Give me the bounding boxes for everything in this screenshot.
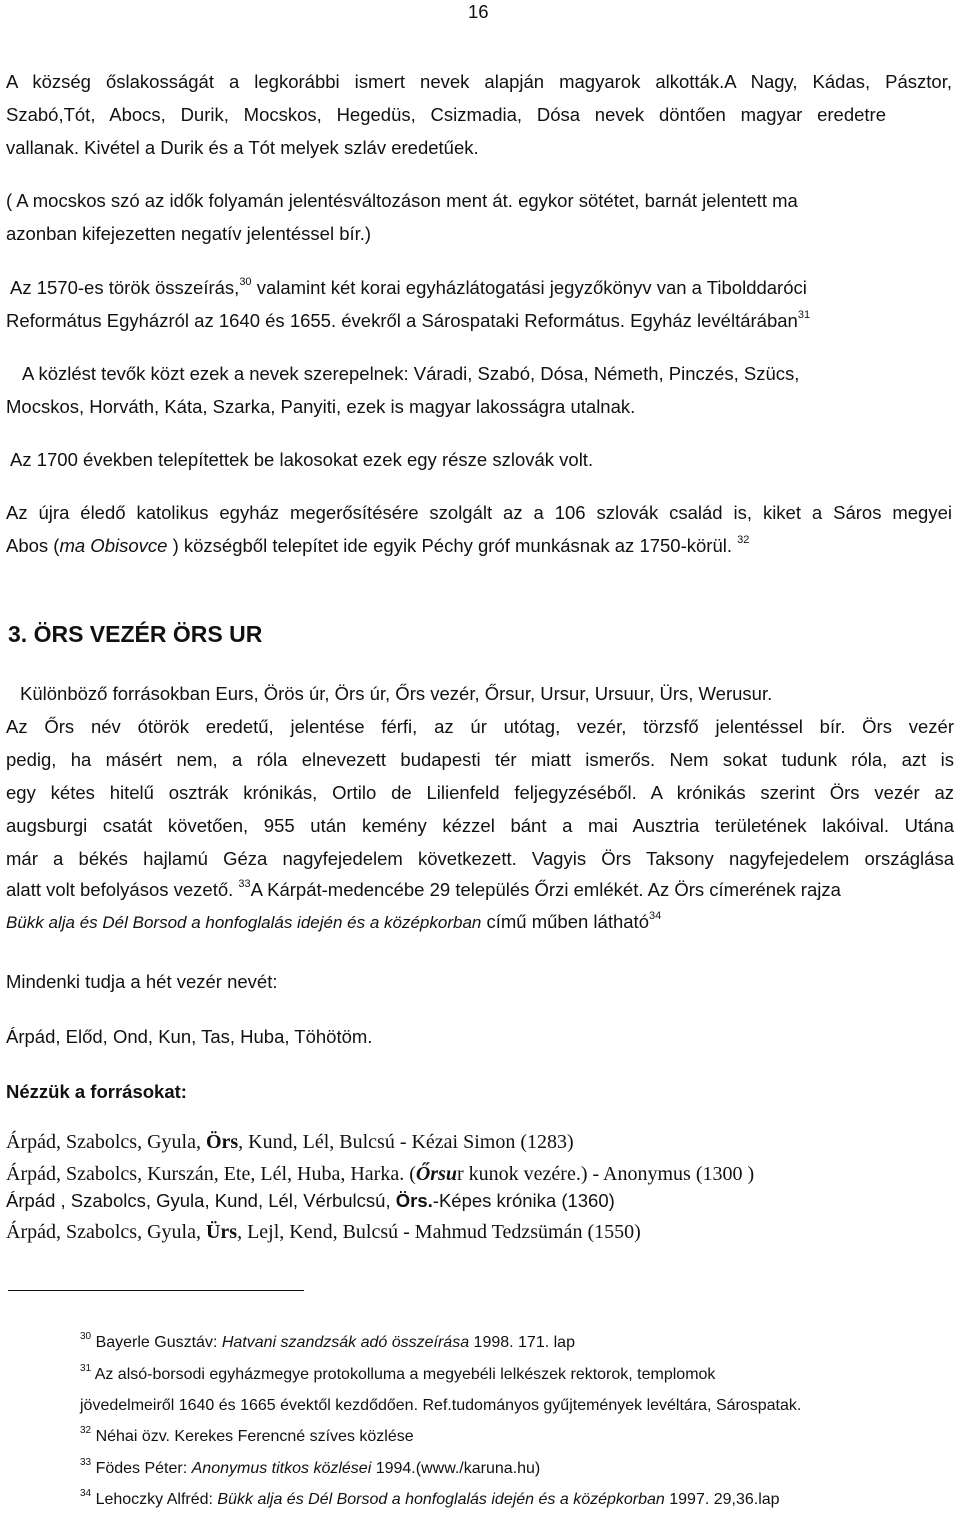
text-run-italic: ma Obisovce: [59, 535, 168, 556]
footnote-ref-31: 31: [797, 308, 811, 321]
text-run-italic: Bükk alja és Dél Borsod a honfoglalás idején és a középkorban: [6, 913, 482, 932]
text-run: című műben látható: [481, 911, 649, 932]
paragraph-line: már a békés hajlamú Géza nagyfejedelem következett. Vagyis Örs Taksony nagyfejedelem országlása: [6, 848, 954, 869]
paragraph-line: Szabó,Tót, Abocs, Durik, Mocskos, Hegedüs, Csizmadia, Dósa nevek döntően magyar eredetre: [6, 104, 886, 125]
text-run-italic: Bükk alja és Dél Borsod a honfoglalás idején és a középkorban: [217, 1491, 665, 1508]
text-run: Néhai özv. Kerekes Ferencné szíves közlése: [91, 1428, 414, 1445]
text-run-bold-italic: Őrsu: [415, 1163, 457, 1185]
footnote-number: 33: [80, 1456, 92, 1468]
paragraph-line: Mocskos, Horváth, Káta, Szarka, Panyiti, ezek is magyar lakosságra utalnak.: [6, 396, 636, 417]
footnote-ref-30: 30: [239, 275, 252, 288]
subheading: Nézzük a forrásokat:: [6, 1081, 187, 1102]
text-run: Árpád, Szabolcs, Gyula,: [6, 1221, 206, 1243]
footnote-number: 31: [80, 1362, 92, 1374]
footnote-number: 32: [80, 1424, 92, 1436]
section-heading: 3. ÖRS VEZÉR ÖRS UR: [8, 621, 263, 647]
text-run: Az 1570-es török összeírás,: [10, 277, 240, 298]
source-line: [6, 1220, 641, 1244]
text-run: Lehoczky Alfréd:: [91, 1491, 218, 1508]
text-run-italic: Anonymus titkos közlései: [191, 1460, 372, 1477]
text-run: , Lejl, Kend, Bulcsú - Mahmud Tedzsümán (1550): [237, 1221, 641, 1243]
paragraph-line: azonban kifejezetten negatív jelentéssel bír.): [6, 223, 372, 244]
footnote-number: 34: [80, 1487, 92, 1499]
footnote-number: 30: [80, 1330, 92, 1342]
footnote-ref-33: 33: [238, 877, 251, 890]
paragraph-line: [6, 910, 661, 935]
text-run: ) községből telepítet ide egyik Péchy gróf munkásnak az 1750-körül.: [167, 535, 738, 556]
paragraph-line: [6, 309, 810, 333]
text-run: 1997. 29,36.lap: [664, 1491, 780, 1508]
text-run-italic: Hatvani szandzsák adó összeírása: [221, 1334, 470, 1351]
paragraph-line: [10, 276, 807, 300]
footnote-ref-34: 34: [648, 909, 662, 922]
paragraph-line: egy kétes hitelű osztrák krónikás, Ortilo de Lilienfeld feljegyzéséből. A krónikás szerint Örs vezér az: [6, 782, 954, 803]
text-run: 1994.(www./karuna.hu): [371, 1460, 541, 1477]
paragraph-line: Az újra éledő katolikus egyház megerősítésére szolgált az a 106 szlovák család is, kiket a Sáros megyei: [6, 502, 952, 523]
text-run-bold: Örs.: [395, 1190, 433, 1211]
paragraph-line: Különböző forrásokban Eurs, Örös úr, Örs úr, Őrs vezér, Őrsur, Ursur, Ursuur, Ürs, Werusur.: [20, 683, 773, 704]
text-run: -Képes krónika (1360): [432, 1190, 615, 1211]
text-run-bold: Ürs: [205, 1221, 238, 1243]
footnote: [80, 1489, 780, 1511]
page-number: 16: [468, 1, 489, 22]
text-run: A Kárpát-medencébe 29 település Őrzi emlékét. Az Örs címerének rajza: [250, 879, 841, 900]
source-line: [6, 1162, 754, 1186]
paragraph-line: [6, 878, 841, 902]
text-run: 1998. 171. lap: [469, 1334, 575, 1351]
text-run: Árpád, Szabolcs, Kurszán, Ete, Lél, Huba, Harka. (: [6, 1163, 416, 1185]
text-run: Árpád , Szabolcs, Gyula, Kund, Lél, Vérbulcsú,: [6, 1190, 396, 1211]
text-run: valamint két korai egyházlátogatási jegyzőkönyv van a Tibolddaróci: [251, 277, 807, 298]
text-run: Bayerle Gusztáv:: [91, 1334, 222, 1351]
footnote: [80, 1332, 575, 1354]
paragraph-line: ( A mocskos szó az idők folyamán jelentésváltozáson ment át. egykor sötétet, barnát jelentett ma: [6, 190, 798, 211]
footnote: [80, 1426, 414, 1448]
paragraph-line: Az Őrs név ótörök eredetű, jelentése férfi, az úr utótag, vezér, törzsfő jelentéssel bír. Örs vezér: [6, 716, 954, 737]
paragraph-line: A község őslakosságát a legkorábbi ismert nevek alapján magyarok alkották.A Nagy, Kádas, Pásztor,: [6, 71, 952, 92]
text-run: Födes Péter:: [91, 1460, 192, 1477]
paragraph-line: pedig, ha másért nem, a róla elnevezett budapesti tér miatt ismerős. Nem sokat tudunk róla, azt is: [6, 749, 954, 770]
source-line: [6, 1130, 574, 1154]
footnote-separator: [8, 1290, 304, 1291]
source-line: [6, 1189, 615, 1213]
paragraph-line: Mindenki tudja a hét vezér nevét:: [6, 971, 278, 992]
paragraph-line: Az 1700 években telepítettek be lakosokat ezek egy része szlovák volt.: [10, 449, 594, 470]
text-run: r kunok vezére.) - Anonymus (1300 ): [457, 1163, 755, 1185]
text-run: Abos (: [6, 535, 60, 556]
paragraph-line: augsburgi csatát követően, 955 után kemény kézzel bánt a mai Ausztria területének lakóival. Utána: [6, 815, 954, 836]
paragraph-line: vallanak. Kivétel a Durik és a Tót melyek szláv eredetűek.: [6, 137, 479, 158]
footnote: [80, 1364, 715, 1386]
text-run: Az alsó-borsodi egyházmegye protokolluma a megyebéli lelkészek rektorok, templomok: [91, 1366, 716, 1383]
footnote: [80, 1458, 540, 1480]
text-run: , Kund, Lél, Bulcsú - Kézai Simon (1283): [238, 1131, 574, 1153]
text-run-bold: Örs: [205, 1131, 239, 1153]
paragraph-line: A közlést tevők közt ezek a nevek szerepelnek: Váradi, Szabó, Dósa, Németh, Pinczés, Szücs,: [22, 363, 800, 384]
footnote-continuation: jövedelmeiről 1640 és 1665 évektől kezdődően. Ref.tudományos gyűjtemények levéltára, Sárospatak.: [80, 1397, 802, 1414]
text-run: alatt volt befolyásos vezető.: [6, 879, 239, 900]
paragraph-line: [6, 534, 749, 558]
text-run: Árpád, Szabolcs, Gyula,: [6, 1131, 206, 1153]
text-run: Református Egyházról az 1640 és 1655. évekről a Sárospataki Református. Egyház levéltárában: [6, 310, 798, 331]
footnote-ref-32: 32: [737, 533, 750, 546]
paragraph-line: Árpád, Előd, Ond, Kun, Tas, Huba, Töhötöm.: [6, 1026, 373, 1047]
